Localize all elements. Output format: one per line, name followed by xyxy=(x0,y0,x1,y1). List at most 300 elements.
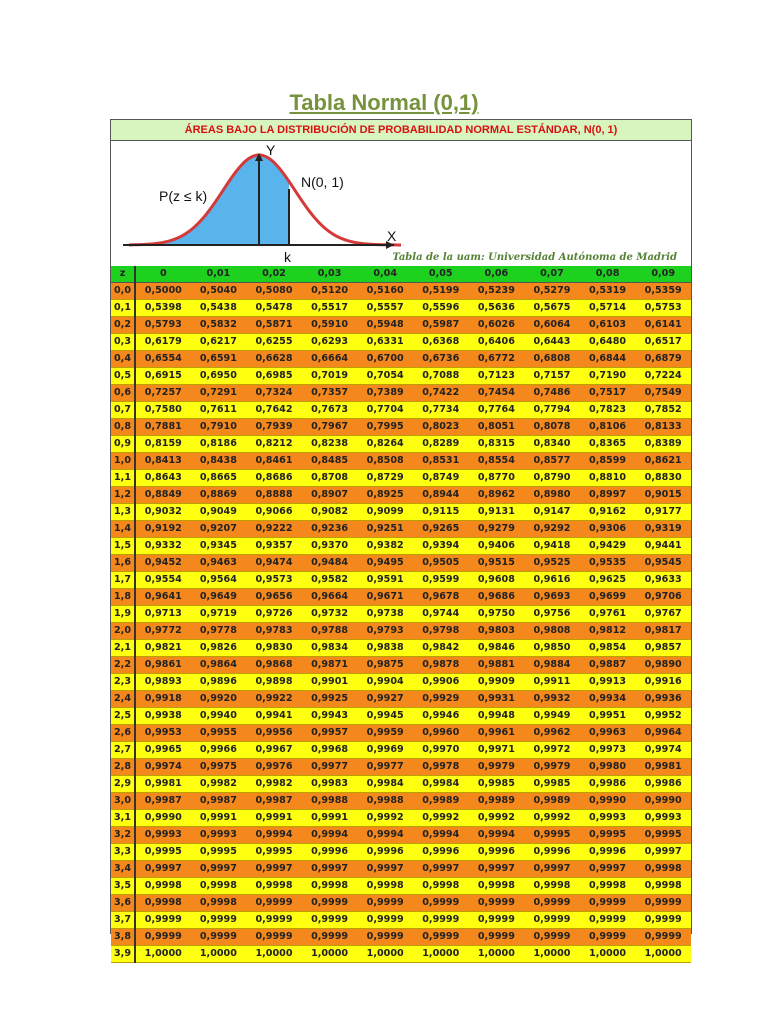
table-cell: 0,7704 xyxy=(357,402,413,419)
row-z-value: 2,0 xyxy=(111,623,135,640)
table-cell: 0,9998 xyxy=(246,878,302,895)
table-cell: 0,9997 xyxy=(191,861,247,878)
table-cell: 0,9973 xyxy=(580,742,636,759)
table-row xyxy=(111,572,691,589)
table-cell: 0,9925 xyxy=(302,691,358,708)
table-cell: 0,8944 xyxy=(413,487,469,504)
table-cell: 0,5120 xyxy=(302,283,358,300)
table-cell: 0,9995 xyxy=(191,844,247,861)
table-cell: 0,9927 xyxy=(357,691,413,708)
normal-table-frame xyxy=(110,119,692,959)
table-cell: 0,9641 xyxy=(135,589,191,606)
table-cell: 0,9998 xyxy=(469,878,525,895)
table-cell: 0,9861 xyxy=(135,657,191,674)
table-cell: 1,0000 xyxy=(246,946,302,963)
table-cell: 0,7357 xyxy=(302,385,358,402)
table-cell: 0,9474 xyxy=(246,555,302,572)
table-cell: 0,9452 xyxy=(135,555,191,572)
table-cell: 0,9956 xyxy=(246,725,302,742)
table-cell: 0,7549 xyxy=(635,385,691,402)
table-cell: 0,8770 xyxy=(469,470,525,487)
table-cell: 0,9995 xyxy=(135,844,191,861)
table-cell: 0,5517 xyxy=(302,300,358,317)
table-cell: 0,7088 xyxy=(413,368,469,385)
table-cell: 0,9998 xyxy=(135,878,191,895)
table-cell: 0,9738 xyxy=(357,606,413,623)
table-cell: 0,9998 xyxy=(413,878,469,895)
table-cell: 0,9988 xyxy=(357,793,413,810)
table-row xyxy=(111,708,691,725)
row-z-value: 2,5 xyxy=(111,708,135,725)
table-cell: 0,6664 xyxy=(302,351,358,368)
table-cell: 0,8389 xyxy=(635,436,691,453)
table-cell: 0,7422 xyxy=(413,385,469,402)
table-cell: 0,7967 xyxy=(302,419,358,436)
table-cell: 0,9996 xyxy=(580,844,636,861)
table-cell: 1,0000 xyxy=(524,946,580,963)
table-cell: 0,9985 xyxy=(469,776,525,793)
table-cell: 0,9948 xyxy=(469,708,525,725)
table-cell: 0,9761 xyxy=(580,606,636,623)
table-cell: 0,9998 xyxy=(580,878,636,895)
table-cell: 0,9699 xyxy=(580,589,636,606)
table-cell: 0,5832 xyxy=(191,317,247,334)
table-cell: 0,9998 xyxy=(635,878,691,895)
table-cell: 0,8577 xyxy=(524,453,580,470)
distribution-label: N(0, 1) xyxy=(301,174,344,190)
table-row xyxy=(111,623,691,640)
table-cell: 0,7794 xyxy=(524,402,580,419)
table-cell: 0,5040 xyxy=(191,283,247,300)
table-cell: 0,5948 xyxy=(357,317,413,334)
table-cell: 0,9946 xyxy=(413,708,469,725)
table-cell: 0,9998 xyxy=(635,861,691,878)
table-cell: 0,8665 xyxy=(191,470,247,487)
table-cell: 0,9999 xyxy=(135,929,191,946)
column-header: 0,01 xyxy=(191,266,247,283)
table-cell: 0,5279 xyxy=(524,283,580,300)
table-row xyxy=(111,283,691,300)
table-cell: 0,9949 xyxy=(524,708,580,725)
table-row xyxy=(111,827,691,844)
table-cell: 0,9370 xyxy=(302,538,358,555)
table-cell: 0,9997 xyxy=(635,844,691,861)
row-z-value: 0,3 xyxy=(111,334,135,351)
table-cell: 0,9999 xyxy=(580,912,636,929)
column-header: 0,04 xyxy=(357,266,413,283)
table-cell: 0,8708 xyxy=(302,470,358,487)
table-cell: 0,9995 xyxy=(580,827,636,844)
table-cell: 0,9484 xyxy=(302,555,358,572)
table-cell: 0,9945 xyxy=(357,708,413,725)
table-cell: 0,7939 xyxy=(246,419,302,436)
table-cell: 0,9357 xyxy=(246,538,302,555)
table-cell: 0,9671 xyxy=(357,589,413,606)
table-cell: 0,9966 xyxy=(191,742,247,759)
table-cell: 0,9995 xyxy=(635,827,691,844)
table-cell: 0,9982 xyxy=(191,776,247,793)
table-cell: 0,6179 xyxy=(135,334,191,351)
table-cell: 0,8315 xyxy=(469,436,525,453)
table-cell: 0,9931 xyxy=(469,691,525,708)
table-cell: 1,0000 xyxy=(357,946,413,963)
table-cell: 0,5319 xyxy=(580,283,636,300)
table-cell: 0,9177 xyxy=(635,504,691,521)
table-cell: 0,6772 xyxy=(469,351,525,368)
table-cell: 0,9236 xyxy=(302,521,358,538)
table-cell: 0,9332 xyxy=(135,538,191,555)
table-row xyxy=(111,861,691,878)
table-row xyxy=(111,793,691,810)
table-row xyxy=(111,351,691,368)
table-cell: 0,7224 xyxy=(635,368,691,385)
table-cell: 0,9999 xyxy=(246,929,302,946)
table-cell: 0,9778 xyxy=(191,623,247,640)
table-cell: 0,9678 xyxy=(413,589,469,606)
table-cell: 0,5557 xyxy=(357,300,413,317)
table-cell: 0,9972 xyxy=(524,742,580,759)
table-cell: 0,9990 xyxy=(135,810,191,827)
table-cell: 0,9997 xyxy=(469,861,525,878)
row-z-value: 2,9 xyxy=(111,776,135,793)
table-cell: 0,9955 xyxy=(191,725,247,742)
table-cell: 0,8461 xyxy=(246,453,302,470)
table-cell: 0,8686 xyxy=(246,470,302,487)
row-z-value: 2,2 xyxy=(111,657,135,674)
table-cell: 0,9049 xyxy=(191,504,247,521)
table-row xyxy=(111,436,691,453)
table-cell: 0,9808 xyxy=(524,623,580,640)
table-cell: 0,9964 xyxy=(635,725,691,742)
table-cell: 0,7257 xyxy=(135,385,191,402)
table-cell: 0,9854 xyxy=(580,640,636,657)
table-cell: 0,9988 xyxy=(302,793,358,810)
table-cell: 0,9896 xyxy=(191,674,247,691)
row-z-value: 1,5 xyxy=(111,538,135,555)
table-cell: 0,6217 xyxy=(191,334,247,351)
table-cell: 0,9997 xyxy=(246,861,302,878)
table-cell: 0,9279 xyxy=(469,521,525,538)
table-cell: 0,9131 xyxy=(469,504,525,521)
table-cell: 0,9115 xyxy=(413,504,469,521)
table-cell: 0,7054 xyxy=(357,368,413,385)
table-cell: 0,9999 xyxy=(246,912,302,929)
shaded-area xyxy=(129,155,289,245)
table-cell: 0,9382 xyxy=(357,538,413,555)
table-row xyxy=(111,742,691,759)
table-cell: 0,9798 xyxy=(413,623,469,640)
table-cell: 0,9495 xyxy=(357,555,413,572)
table-cell: 0,9979 xyxy=(524,759,580,776)
table-cell: 0,7190 xyxy=(580,368,636,385)
table-cell: 0,9996 xyxy=(469,844,525,861)
table-cell: 0,8186 xyxy=(191,436,247,453)
table-cell: 0,9744 xyxy=(413,606,469,623)
source-credit: Tabla de la uam: Universidad Autónoma de Madrid xyxy=(392,252,677,263)
row-z-value: 0,8 xyxy=(111,419,135,436)
table-cell: 0,9997 xyxy=(413,861,469,878)
table-cell: 0,9162 xyxy=(580,504,636,521)
table-cell: 1,0000 xyxy=(413,946,469,963)
table-cell: 0,6517 xyxy=(635,334,691,351)
table-cell: 0,8554 xyxy=(469,453,525,470)
table-row xyxy=(111,300,691,317)
table-cell: 0,9904 xyxy=(357,674,413,691)
table-cell: 0,9394 xyxy=(413,538,469,555)
table-cell: 0,9961 xyxy=(469,725,525,742)
table-cell: 0,9997 xyxy=(580,861,636,878)
table-cell: 0,9868 xyxy=(246,657,302,674)
table-row xyxy=(111,946,691,963)
table-cell: 0,9834 xyxy=(302,640,358,657)
table-cell: 0,9962 xyxy=(524,725,580,742)
table-cell: 0,9564 xyxy=(191,572,247,589)
table-cell: 0,9406 xyxy=(469,538,525,555)
table-row xyxy=(111,878,691,895)
table-cell: 0,9573 xyxy=(246,572,302,589)
table-cell: 0,9319 xyxy=(635,521,691,538)
row-z-value: 1,9 xyxy=(111,606,135,623)
table-cell: 0,9953 xyxy=(135,725,191,742)
table-cell: 0,9066 xyxy=(246,504,302,521)
table-cell: 0,6406 xyxy=(469,334,525,351)
table-cell: 0,5596 xyxy=(413,300,469,317)
table-cell: 0,5000 xyxy=(135,283,191,300)
table-cell: 0,6480 xyxy=(580,334,636,351)
table-cell: 0,9992 xyxy=(469,810,525,827)
table-cell: 0,9857 xyxy=(635,640,691,657)
table-cell: 0,9998 xyxy=(191,895,247,912)
row-z-value: 2,6 xyxy=(111,725,135,742)
table-cell: 0,9906 xyxy=(413,674,469,691)
table-cell: 1,0000 xyxy=(135,946,191,963)
table-cell: 0,9999 xyxy=(580,929,636,946)
row-z-value: 3,9 xyxy=(111,946,135,963)
table-cell: 0,8365 xyxy=(580,436,636,453)
table-cell: 0,9878 xyxy=(413,657,469,674)
table-cell: 0,8810 xyxy=(580,470,636,487)
table-cell: 0,9015 xyxy=(635,487,691,504)
table-cell: 0,7881 xyxy=(135,419,191,436)
table-cell: 0,9345 xyxy=(191,538,247,555)
table-cell: 0,7291 xyxy=(191,385,247,402)
table-cell: 0,9993 xyxy=(135,827,191,844)
table-cell: 0,9984 xyxy=(357,776,413,793)
table-cell: 0,9772 xyxy=(135,623,191,640)
table-cell: 0,9505 xyxy=(413,555,469,572)
row-z-value: 2,1 xyxy=(111,640,135,657)
table-row xyxy=(111,912,691,929)
table-cell: 0,9898 xyxy=(246,674,302,691)
table-cell: 0,9192 xyxy=(135,521,191,538)
table-cell: 0,9916 xyxy=(635,674,691,691)
row-z-value: 0,4 xyxy=(111,351,135,368)
row-z-value: 0,7 xyxy=(111,402,135,419)
table-cell: 0,7123 xyxy=(469,368,525,385)
table-cell: 0,9959 xyxy=(357,725,413,742)
table-cell: 0,8643 xyxy=(135,470,191,487)
table-row xyxy=(111,538,691,555)
table-cell: 0,6331 xyxy=(357,334,413,351)
table-cell: 0,9990 xyxy=(580,793,636,810)
table-cell: 0,9985 xyxy=(524,776,580,793)
row-z-value: 1,3 xyxy=(111,504,135,521)
table-cell: 0,9306 xyxy=(580,521,636,538)
table-cell: 0,9987 xyxy=(191,793,247,810)
table-cell: 0,9997 xyxy=(135,861,191,878)
table-cell: 0,7517 xyxy=(580,385,636,402)
table-cell: 0,9881 xyxy=(469,657,525,674)
table-row xyxy=(111,470,691,487)
table-cell: 0,9999 xyxy=(413,912,469,929)
row-z-value: 3,6 xyxy=(111,895,135,912)
table-cell: 0,9998 xyxy=(191,878,247,895)
table-cell: 0,9999 xyxy=(302,895,358,912)
table-cell: 0,8962 xyxy=(469,487,525,504)
table-cell: 0,6844 xyxy=(580,351,636,368)
table-cell: 0,9999 xyxy=(191,912,247,929)
table-cell: 0,7486 xyxy=(524,385,580,402)
row-z-value: 2,4 xyxy=(111,691,135,708)
table-cell: 0,9997 xyxy=(302,861,358,878)
table-cell: 0,9625 xyxy=(580,572,636,589)
table-cell: 0,9999 xyxy=(469,929,525,946)
table-cell: 0,9979 xyxy=(469,759,525,776)
table-cell: 0,9292 xyxy=(524,521,580,538)
row-z-value: 0,1 xyxy=(111,300,135,317)
table-cell: 0,9999 xyxy=(135,912,191,929)
table-row xyxy=(111,640,691,657)
table-row xyxy=(111,759,691,776)
table-cell: 0,7852 xyxy=(635,402,691,419)
table-cell: 0,5987 xyxy=(413,317,469,334)
table-cell: 0,9968 xyxy=(302,742,358,759)
table-cell: 0,9783 xyxy=(246,623,302,640)
table-cell: 0,8106 xyxy=(580,419,636,436)
table-cell: 0,5478 xyxy=(246,300,302,317)
table-caption: ÁREAS BAJO LA DISTRIBUCIÓN DE PROBABILIDAD NORMAL ESTÁNDAR, N(0, 1) xyxy=(111,120,691,141)
table-cell: 0,9997 xyxy=(524,861,580,878)
table-cell: 0,7910 xyxy=(191,419,247,436)
table-cell: 0,6950 xyxy=(191,368,247,385)
table-cell: 0,9992 xyxy=(357,810,413,827)
row-z-value: 0,6 xyxy=(111,385,135,402)
table-row xyxy=(111,368,691,385)
table-cell: 0,8159 xyxy=(135,436,191,453)
table-cell: 0,8907 xyxy=(302,487,358,504)
row-z-value: 3,3 xyxy=(111,844,135,861)
table-cell: 0,9812 xyxy=(580,623,636,640)
table-cell: 0,9989 xyxy=(469,793,525,810)
table-cell: 0,9767 xyxy=(635,606,691,623)
table-cell: 0,9525 xyxy=(524,555,580,572)
table-cell: 0,9418 xyxy=(524,538,580,555)
table-cell: 0,9986 xyxy=(580,776,636,793)
table-cell: 0,7823 xyxy=(580,402,636,419)
table-cell: 0,6443 xyxy=(524,334,580,351)
table-row xyxy=(111,810,691,827)
table-cell: 0,9726 xyxy=(246,606,302,623)
table-cell: 0,8438 xyxy=(191,453,247,470)
table-cell: 0,8531 xyxy=(413,453,469,470)
table-cell: 0,9649 xyxy=(191,589,247,606)
page-title: Tabla Normal (0,1) xyxy=(289,90,479,115)
table-cell: 0,8051 xyxy=(469,419,525,436)
table-row xyxy=(111,453,691,470)
column-header-z: z xyxy=(111,266,135,283)
table-cell: 0,9999 xyxy=(413,895,469,912)
table-cell: 0,9994 xyxy=(469,827,525,844)
table-cell: 0,9932 xyxy=(524,691,580,708)
table-row xyxy=(111,385,691,402)
table-cell: 0,6141 xyxy=(635,317,691,334)
table-cell: 0,9938 xyxy=(135,708,191,725)
table-cell: 0,6255 xyxy=(246,334,302,351)
table-cell: 0,8212 xyxy=(246,436,302,453)
row-z-value: 0,2 xyxy=(111,317,135,334)
table-cell: 0,6628 xyxy=(246,351,302,368)
table-cell: 1,0000 xyxy=(302,946,358,963)
table-cell: 0,9970 xyxy=(413,742,469,759)
table-cell: 0,9999 xyxy=(635,895,691,912)
table-body xyxy=(111,283,691,963)
row-z-value: 0,9 xyxy=(111,436,135,453)
table-cell: 0,9967 xyxy=(246,742,302,759)
table-cell: 0,5636 xyxy=(469,300,525,317)
table-cell: 0,8749 xyxy=(413,470,469,487)
table-cell: 0,9817 xyxy=(635,623,691,640)
table-cell: 0,9999 xyxy=(357,929,413,946)
table-cell: 0,8078 xyxy=(524,419,580,436)
row-z-value: 3,5 xyxy=(111,878,135,895)
table-row xyxy=(111,895,691,912)
table-cell: 0,9842 xyxy=(413,640,469,657)
table-cell: 1,0000 xyxy=(580,946,636,963)
x-axis-label: X xyxy=(387,228,397,244)
table-cell: 1,0000 xyxy=(635,946,691,963)
table-cell: 0,7580 xyxy=(135,402,191,419)
table-cell: 0,9981 xyxy=(135,776,191,793)
table-row xyxy=(111,521,691,538)
table-cell: 0,9982 xyxy=(246,776,302,793)
probability-table xyxy=(111,266,691,963)
column-header: 0,05 xyxy=(413,266,469,283)
table-cell: 0,9999 xyxy=(469,912,525,929)
normal-curve-svg xyxy=(111,141,691,266)
table-cell: 0,9032 xyxy=(135,504,191,521)
k-label: k xyxy=(284,249,291,265)
table-cell: 0,8238 xyxy=(302,436,358,453)
table-cell: 0,9987 xyxy=(135,793,191,810)
table-cell: 0,9999 xyxy=(524,912,580,929)
table-cell: 0,5199 xyxy=(413,283,469,300)
table-row xyxy=(111,606,691,623)
table-cell: 0,9998 xyxy=(302,878,358,895)
table-cell: 0,9991 xyxy=(191,810,247,827)
table-cell: 0,9664 xyxy=(302,589,358,606)
table-cell: 0,9994 xyxy=(357,827,413,844)
table-cell: 0,9429 xyxy=(580,538,636,555)
table-cell: 0,9554 xyxy=(135,572,191,589)
table-cell: 0,9952 xyxy=(635,708,691,725)
table-cell: 0,8508 xyxy=(357,453,413,470)
normal-curve-diagram xyxy=(111,141,691,266)
table-cell: 0,9147 xyxy=(524,504,580,521)
table-cell: 0,9984 xyxy=(413,776,469,793)
table-cell: 0,9936 xyxy=(635,691,691,708)
table-cell: 0,6700 xyxy=(357,351,413,368)
table-cell: 0,9633 xyxy=(635,572,691,589)
